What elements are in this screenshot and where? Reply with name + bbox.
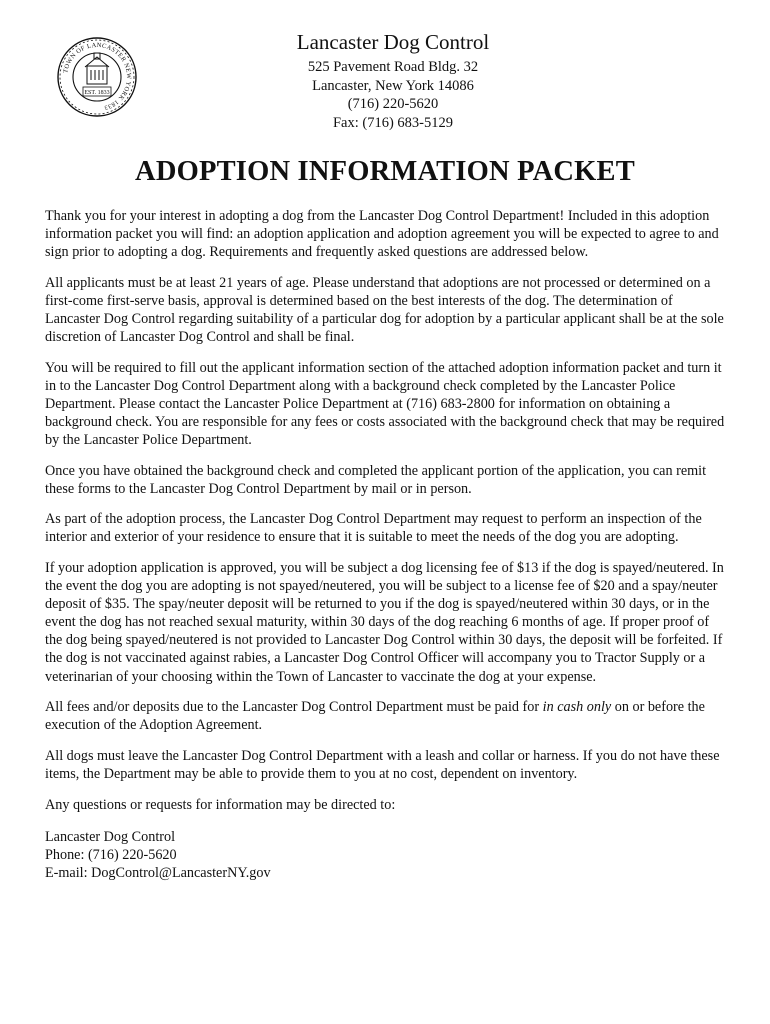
paragraph-age-requirement: All applicants must be at least 21 years of age. Please understand that adoptions are not processed or determined on a first-come first-serve basis, approval is determined based on the best interests of the dog. The determination of Lancaster Dog Control regarding suitability of a particular dog for adoption by a particular applicant shall be at the sole discretion of Lancaster Dog Control and shall be final. xyxy=(45,274,724,346)
contact-name: Lancaster Dog Control xyxy=(45,828,176,845)
payment-text-end: on or before the execution of the Adoption Agreement. xyxy=(45,699,705,734)
seal-ring-text: TOWN OF LANCASTER NEW YORK 1833 xyxy=(62,41,133,112)
document-body xyxy=(45,207,729,882)
payment-text-start: All fees and/or deposits due to the Lancaster Dog Control Department must be paid for xyxy=(45,699,543,716)
seal-center-text: EST. 1833 xyxy=(84,90,110,96)
fax-number: Fax: (716) 683-5129 xyxy=(332,114,453,131)
payment-emphasis: in cash only xyxy=(542,699,612,716)
organization-name: Lancaster Dog Control xyxy=(296,30,490,54)
paragraph-leash-collar: All dogs must leave the Lancaster Dog Control Department with a leash and collar or harness. If you do not have these items, the Department may be able to provide them to you at no cost, dependent on inventory. xyxy=(45,747,720,782)
paragraph-intro: Thank you for your interest in adopting a dog from the Lancaster Dog Control Department! Included in this adoption information packet you will find: an adoption application and adoption agreement you will be expected to agree to and sign prior to adopting a dog. Requirements and frequently asked questions are addressed below. xyxy=(45,208,719,261)
paragraph-background-check: You will be required to fill out the applicant information section of the attached adoption information packet and turn it in to the Lancaster Dog Control Department along with a background check completed by the Lancaster Police Department. Please contact the Lancaster Police Department at (716) 683-2800 for information on obtaining a background check. You are responsible for any fees or costs associated with the background check that may be required by the Lancaster Police Department. xyxy=(45,359,725,449)
contact-email: E-mail: DogControl@LancasterNY.gov xyxy=(45,864,271,881)
paragraph-submit-forms: Once you have obtained the background check and completed the applicant portion of the application, you can remit these forms to the Lancaster Dog Control Department by mail or in person. xyxy=(45,462,707,497)
address-line-1: 525 Pavement Road Bldg. 32 xyxy=(307,59,479,75)
letterhead xyxy=(240,30,546,132)
phone-number: (716) 220-5620 xyxy=(347,96,439,112)
paragraph-inspection: As part of the adoption process, the Lancaster Dog Control Department may request to perform an inspection of the interior and exterior of your residence to ensure that it is suitable to meet the needs of the dog you are adopting. xyxy=(45,511,702,546)
paragraph-fees: If your adoption application is approved, you will be subject a dog licensing fee of $13 if the dog is spayed/neutered. In the event the dog you are adopting is not spayed/neutered, you will be subject to a license fee of $20 and a spay/neuter deposit of $35. The spay/neuter deposit will be returned to you if the dog is spayed/neutered within 30 days, or in the event the dog has not reached sexual maturity, within 30 days of the dog reaching 6 months of age. If proper proof of the dog being spayed/neutered is not provided to Lancaster Dog Control within 30 days, the deposit will be forfeited. If the dog is not vaccinated against rabies, a Lancaster Dog Control Officer will accompany you to Tractor Supply or a veterinarian of your choosing within the Town of Lancaster to vaccinate the dog at your expense. xyxy=(45,560,724,685)
document-title: ADOPTION INFORMATION PACKET xyxy=(135,156,635,187)
contact-phone: Phone: (716) 220-5620 xyxy=(45,846,177,863)
address-line-2: Lancaster, New York 14086 xyxy=(312,77,474,94)
paragraph-questions: Any questions or requests for information may be directed to: xyxy=(45,796,396,813)
town-seal-logo xyxy=(56,36,138,118)
contact-block xyxy=(45,828,729,882)
paragraph-payment xyxy=(45,698,729,734)
